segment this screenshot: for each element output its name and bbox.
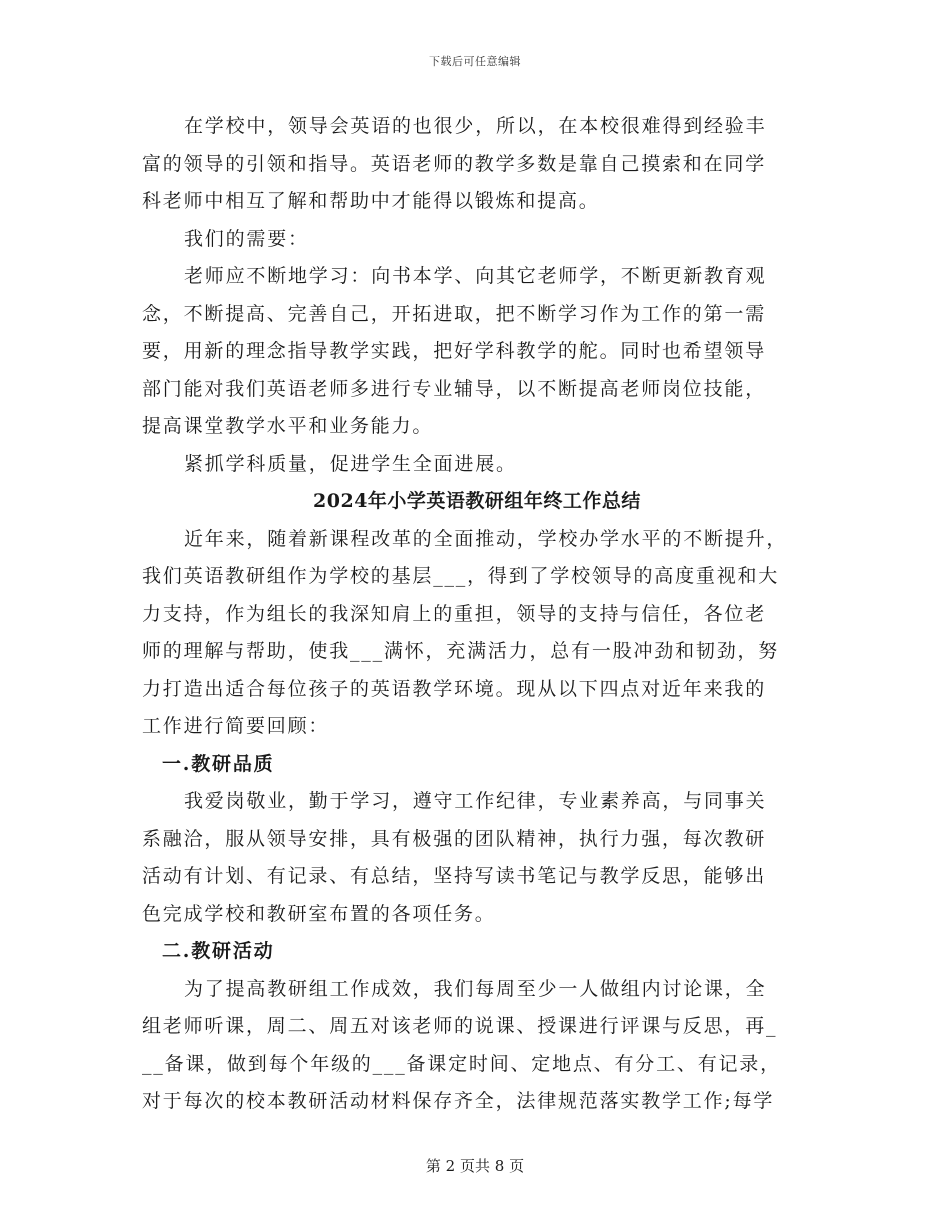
paragraph-line: 组老师听课，周二、周五对该老师的说课、授课进行评课与反思，再_ [142,1015,778,1037]
paragraph-line: 科老师中相互了解和帮助中才能得以锻炼和提高。 [142,190,600,212]
paragraph-line: 部门能对我们英语老师多进行专业辅导，以不断提高老师岗位技能， [142,377,767,400]
paragraph-line: 色完成学校和教研室布置的各项任务。 [142,902,496,925]
paragraph-line: 念，不断提高、完善自己，开拓进取，把不断学习作为工作的第一需 [142,302,767,325]
paragraph-line: 紧抓学科质量，促进学生全面进展。 [184,452,517,475]
paragraph-line: 老师应不断地学习：向书本学、向其它老师学，不断更新教育观 [184,265,767,287]
paragraph-line: 力支持，作为组长的我深知肩上的重担，领导的支持与信任，各位老 [142,602,767,625]
document-body [142,108,802,1121]
paragraph-line: 工作进行简要回顾： [142,715,330,737]
paragraph-line: 师的理解与帮助，使我___满怀，充满活力，总有一股冲劲和韧劲，努 [142,640,780,662]
paragraph-line: 力打造出适合每位孩子的英语教学环境。现从以下四点对近年来我的 [142,677,767,700]
page-footer: 第 2 页共 8 页 [425,1157,525,1175]
paragraph-line: 我们英语教研组作为学校的基层___，得到了学校领导的高度重视和大 [142,565,780,587]
page-header: 下载后可任意编辑 [429,55,521,68]
paragraph-line: 要，用新的理念指导教学实践，把好学科教学的舵。同时也希望领导 [142,340,767,362]
paragraph-line: 对于每次的校本教研活动材料保存齐全，法律规范落实教学工作;每学 [142,1090,775,1112]
paragraph-line: 在学校中，领导会英语的也很少，所以，在本校很难得到经验丰 [184,115,767,137]
paragraph-line: 我爱岗敬业，勤于学习，遵守工作纪律，专业素养高，与同事关 [184,790,767,812]
paragraph-line: 我们的需要： [184,227,309,250]
paragraph-line: 活动有计划、有记录、有总结，坚持写读书笔记与教学反思，能够出 [142,865,767,887]
paragraph-line: 近年来，随着新课程改革的全面推动，学校办学水平的不断提升， [184,527,788,550]
section-heading: 一.教研品质 [162,752,275,775]
paragraph-line: 为了提高教研组工作成效，我们每周至少一人做组内讨论课，全 [184,977,767,1000]
paragraph-line: 系融洽，服从领导安排，具有极强的团队精神，执行力强，每次教研 [142,827,767,850]
document-title: 2024年小学英语教研组年终工作总结 [313,490,641,512]
paragraph-line: 富的领导的引领和指导。英语老师的教学多数是靠自己摸索和在同学 [142,152,767,175]
section-heading: 二.教研活动 [162,940,275,962]
paragraph-line: __备课，做到每个年级的___备课定时间、定地点、有分工、有记录， [142,1052,781,1075]
paragraph-line: 提高课堂教学水平和业务能力。 [142,415,434,437]
